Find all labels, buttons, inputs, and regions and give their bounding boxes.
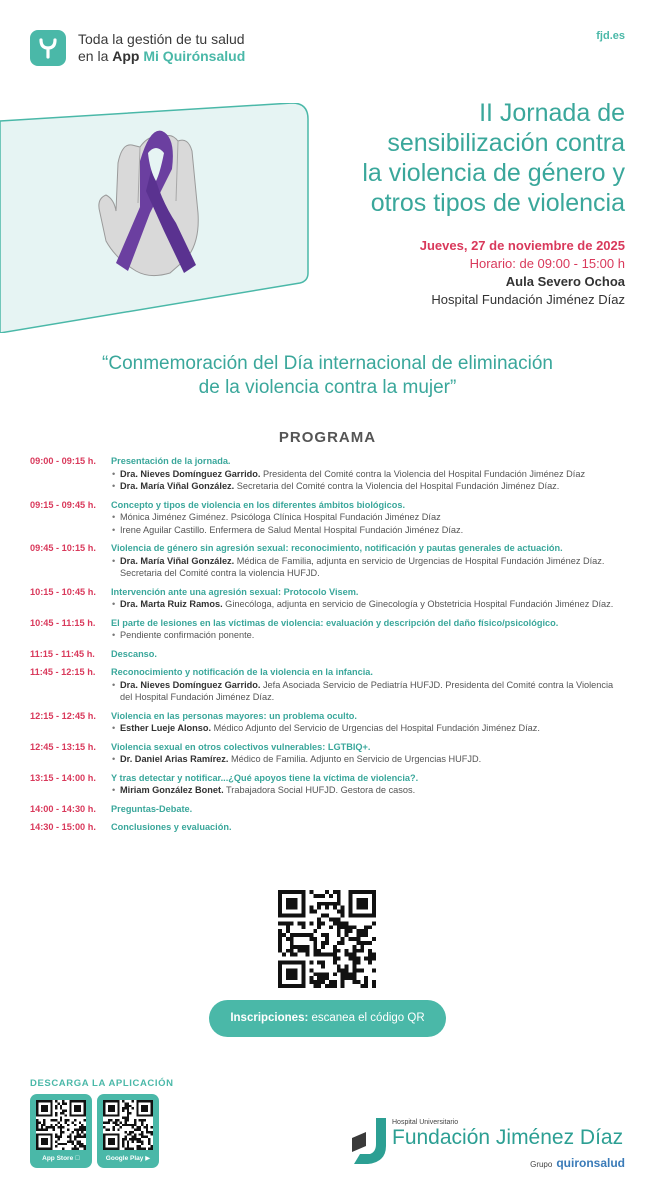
speaker-name: Miriam González Bonet. <box>120 785 224 795</box>
program-speaker <box>111 679 625 704</box>
program-speaker <box>111 598 625 611</box>
quote-line: de la violencia contra la mujer” <box>198 377 457 398</box>
quote-line: “Conmemoración del Día internacional de eliminación <box>102 353 553 374</box>
program-topic: Violencia sexual en otros colectivos vulnerables: LGTBIQ+. <box>111 741 371 752</box>
program-topic: Violencia en las personas mayores: un problema oculto. <box>111 710 357 721</box>
program-topic: Concepto y tipos de violencia en los diferentes ámbitos biológicos. <box>111 499 406 510</box>
registration-button[interactable] <box>209 1000 446 1037</box>
speaker-desc: Irene Aguilar Castillo. Enfermera de Salud Mental Hospital Fundación Jiménez Díaz. <box>120 524 464 535</box>
event-title-line: otros tipos de violencia <box>370 189 625 217</box>
registration-label: Inscripciones: <box>230 1012 309 1024</box>
event-room: Aula Severo Ochoa <box>505 274 625 289</box>
app-store-label: App Store <box>30 1155 92 1162</box>
speaker-name: Dr. Daniel Arias Ramírez. <box>120 754 229 764</box>
speaker-desc: Jefa Asociada Servicio de Pediatría HUFJD. Presidenta del Comité contra la Violencia del Hospital Fundación Jiménez Díaz. <box>120 679 614 702</box>
event-title-line: II Jornada de <box>479 99 625 127</box>
speaker-name: Dra. María Viñal González. <box>120 481 235 491</box>
play-icon: ▶ <box>145 1155 151 1162</box>
program-item <box>30 648 625 661</box>
event-date: Jueves, 27 de noviembre de 2025 <box>419 238 625 253</box>
program-item <box>30 499 625 537</box>
qr-code-icon[interactable] <box>278 890 376 988</box>
speaker-desc: Ginecóloga, adjunta en servicio de Ginecología y Obstetricia Hospital Fundación Jiménez Díaz. <box>222 599 614 609</box>
program-time: 09:45 - 10:15 h. <box>30 543 96 553</box>
speaker-desc: Trabajadora Social HUFJD. Gestora de casos. <box>223 785 416 795</box>
program-speaker <box>111 511 625 524</box>
event-hours: Horario: de 09:00 - 15:00 h <box>469 256 625 271</box>
quironsalud-app-logo-icon <box>30 30 66 66</box>
program-time: 14:00 - 14:30 h. <box>30 803 96 814</box>
google-play-label: Google Play ▶ <box>105 1155 151 1162</box>
program-time: 11:45 - 12:15 h. <box>30 667 96 677</box>
speaker-desc: Médica de Familia, adjunta en servicio de Urgencias de Hospital Fundación Jiménez Díaz. Secretaria del Comité contra la violencia HUFJD. <box>120 555 605 578</box>
download-app-title: DESCARGA LA APLICACIÓN <box>30 1078 174 1089</box>
speaker-name: Dra. María Viñal González. <box>120 555 235 566</box>
program-topic: Violencia de género sin agresión sexual: reconocimiento, notificación y pautas generales de actuación. <box>111 543 563 553</box>
program-speaker <box>111 480 625 493</box>
program-time: 10:15 - 10:45 h. <box>30 586 96 597</box>
program-speaker <box>111 629 625 642</box>
program-item <box>30 542 625 580</box>
speaker-desc: Presidenta del Comité contra la Violencia del Hospital Fundación Jiménez Díaz <box>260 468 586 479</box>
program-topic: El parte de lesiones en las víctimas de violencia: evaluación y descripción del daño físico/psicológico. <box>111 617 559 628</box>
speaker-desc: Pendiente confirmación ponente. <box>120 630 255 640</box>
apple-icon <box>75 1155 80 1162</box>
app-promo-text <box>78 31 245 65</box>
google-play-qr-icon <box>103 1100 153 1150</box>
program-time: 09:15 - 09:45 h. <box>30 499 96 510</box>
program-item <box>30 772 625 797</box>
speaker-name: Dra. Nieves Domínguez Garrido. <box>120 468 261 479</box>
program-time: 14:30 - 15:00 h. <box>30 822 96 832</box>
program-topic: Presentación de la jornada. <box>111 456 231 466</box>
program-time: 12:15 - 12:45 h. <box>30 710 96 721</box>
hospital-name: Fundación Jiménez Díaz <box>392 1126 624 1149</box>
speaker-name: Esther Lueje Alonso. <box>120 723 212 733</box>
program-speaker <box>111 524 625 537</box>
program-item <box>30 617 625 642</box>
program-time: 12:45 - 13:15 h. <box>30 741 96 752</box>
program-speaker <box>111 555 625 580</box>
speaker-name: Dra. Nieves Domínguez Garrido. <box>120 679 261 690</box>
program-time: 10:45 - 11:15 h. <box>30 617 96 628</box>
hospital-logo <box>350 1116 625 1170</box>
google-play-button[interactable] <box>97 1094 159 1168</box>
program-item <box>30 666 625 704</box>
header <box>30 28 625 70</box>
app-store-button[interactable] <box>30 1094 92 1168</box>
program-item <box>30 586 625 611</box>
program-topic: Preguntas-Debate. <box>111 803 193 814</box>
program-list <box>30 455 625 840</box>
hero-image <box>0 103 310 333</box>
program-time: 13:15 - 14:00 h. <box>30 772 96 783</box>
fjd-logo-mark-icon <box>350 1116 388 1166</box>
site-link[interactable]: fjd.es <box>596 30 625 42</box>
program-speaker <box>111 468 625 481</box>
app-store-qr-icon <box>36 1100 86 1150</box>
program-item <box>30 803 625 816</box>
speaker-desc: Médico Adjunto del Servicio de Urgencias del Hospital Fundación Jiménez Díaz. <box>211 723 540 733</box>
speaker-name: Dra. Marta Ruiz Ramos. <box>120 599 223 609</box>
program-item <box>30 455 625 493</box>
program-topic: Intervención ante una agresión sexual: Protocolo Visem. <box>111 586 359 597</box>
event-title <box>305 98 625 218</box>
grupo-quironsalud: Grupo quironsalud <box>530 1156 625 1170</box>
event-title-line: la violencia de género y <box>362 159 625 187</box>
program-speaker <box>111 753 625 766</box>
program-title: PROGRAMA <box>278 429 377 446</box>
program-topic: Conclusiones y evaluación. <box>111 822 232 832</box>
program-topic: Descanso. <box>111 648 157 659</box>
speaker-desc: Mónica Jiménez Giménez. Psicóloga Clínica Hospital Fundación Jiménez Díaz <box>120 512 441 522</box>
speaker-desc: Médico de Familia. Adjunto en Servicio de Urgencias HUFJD. <box>228 754 482 764</box>
program-speaker <box>111 722 625 735</box>
commemoration-quote <box>60 352 595 400</box>
program-item <box>30 741 625 766</box>
hospital-subtitle: Hospital Universitario <box>392 1119 459 1126</box>
registration-text: escanea el código QR <box>308 1012 425 1024</box>
program-topic: Y tras detectar y notificar...¿Qué apoyos tiene la víctima de violencia?. <box>111 772 419 783</box>
app-promo-line1: Toda la gestión de tu salud <box>78 31 245 47</box>
program-time: 11:15 - 11:45 h. <box>30 648 95 659</box>
app-promo-line2: en la App Mi Quirónsalud <box>78 48 246 64</box>
program-item <box>30 821 625 834</box>
program-speaker <box>111 784 625 797</box>
event-venue: Hospital Fundación Jiménez Díaz <box>431 292 625 307</box>
event-title-line: sensibilización contra <box>387 129 625 157</box>
program-topic: Reconocimiento y notificación de la violencia en la infancia. <box>111 667 373 677</box>
speaker-desc: Secretaria del Comité contra la Violencia del Hospital Fundación Jiménez Díaz. <box>234 481 560 491</box>
program-item <box>30 710 625 735</box>
program-time: 09:00 - 09:15 h. <box>30 456 96 466</box>
